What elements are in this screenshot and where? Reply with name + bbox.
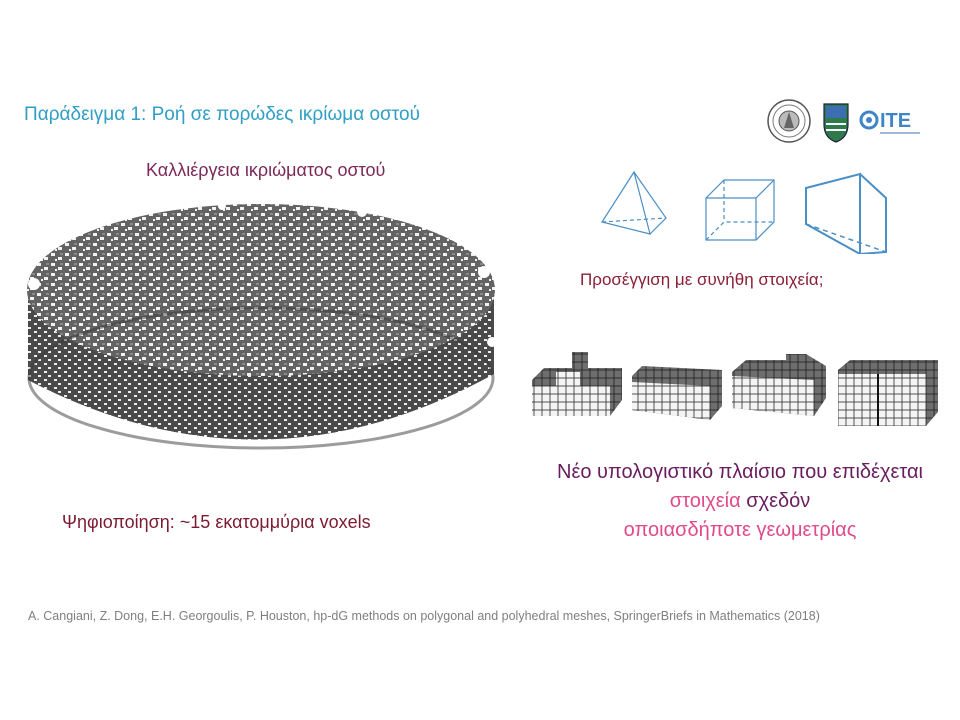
university-seal-logo [768, 100, 810, 142]
prism-shape [806, 174, 886, 254]
bone-scaffold-image [22, 202, 500, 494]
svg-text:ITE: ITE [880, 110, 912, 132]
statement-highlight-elements: στοιχεία [669, 490, 741, 512]
standard-element-shapes [596, 168, 892, 254]
scaffold-subtitle: Καλλιέργεια ικριώματος οστού [146, 160, 386, 180]
cube-shape [706, 180, 774, 240]
voxel-agglomerate-elements [526, 346, 944, 434]
tetrahedron-shape [602, 172, 666, 234]
voxel-element-3 [732, 354, 826, 416]
voxel-element-4 [838, 360, 938, 426]
shield-crest-logo [824, 104, 848, 142]
reference-citation: A. Cangiani, Z. Dong, E.H. Georgoulis, P. Houston, hp-dG methods on polygonal and polyhedral meshes, SpringerBriefs in Mathematics (2018) [28, 609, 820, 623]
voxel-element-1 [532, 352, 622, 416]
slide-title: Παράδειγμα 1: Ροή σε πορώδες ικρίωμα οστού [24, 104, 420, 125]
ite-logo [861, 110, 920, 134]
voxel-element-2 [632, 366, 722, 420]
logo-group [766, 98, 926, 144]
standard-elements-question: Προσέγγιση με συνήθη στοιχεία; [580, 270, 824, 289]
statement-highlight-geometry: οποιασδήποτε γεωμετρίας [623, 519, 857, 541]
digitization-caption: Ψηφιοποίηση: ~15 εκατομμύρια voxels [62, 512, 371, 532]
statement-part-2: σχεδόν [740, 490, 811, 512]
framework-statement [530, 458, 950, 545]
statement-part-1: Νέο υπολογιστικό πλαίσιο που επιδέχεται [557, 461, 923, 483]
